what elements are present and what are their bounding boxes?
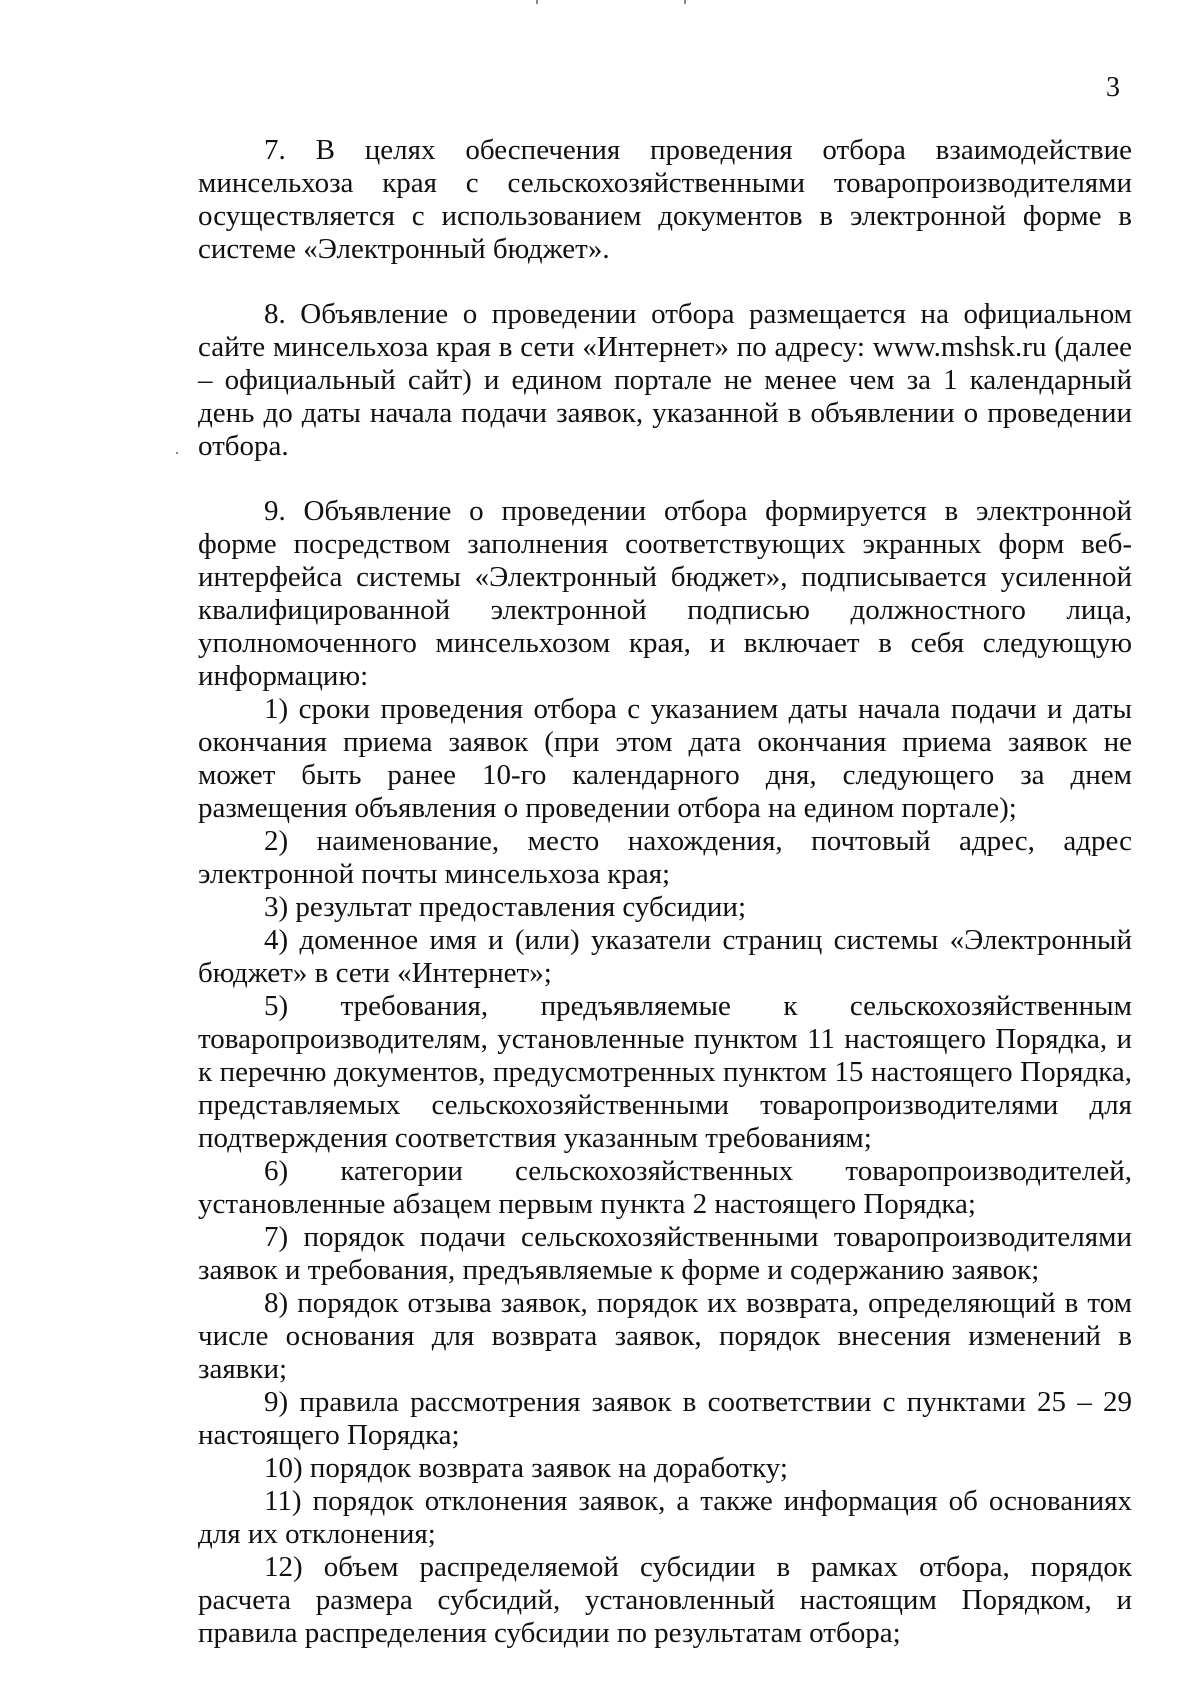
list-item: 6) категории сельскохозяйственных товаропроизводителей, установленные абзацем первым пункта 2 настоящего Порядка;	[198, 1155, 1132, 1220]
paragraph-8: 8. Объявление о проведении отбора размещается на официальном сайте минсельхоза края в сети «Интернет» по адресу: www.mshsk.ru (далее – официальный сайт) и едином портале не менее чем за 1 календарный день до даты начала подачи заявок, указанной в объявлении о проведении отбора.	[198, 298, 1132, 462]
paragraph-9: 9. Объявление о проведении отбора формируется в электронной форме посредством заполнения соответствующих экранных форм веб-интерфейса системы «Электронный бюджет», подписывается усиленной квалифицированной электронной подписью должностного лица, уполномоченного минсельхозом края, и включает в себя следующую информацию:	[198, 495, 1132, 692]
list-item: 8) порядок отзыва заявок, порядок их возврата, определяющий в том числе основания для возврата заявок, порядок внесения изменений в заявки;	[198, 1287, 1132, 1385]
list-item: 11) порядок отклонения заявок, а также информация об основаниях для их отклонения;	[198, 1485, 1132, 1550]
requirements-list	[198, 693, 1132, 1650]
scan-mark	[176, 452, 178, 454]
list-item: 7) порядок подачи сельскохозяйственными товаропроизводителями заявок и требования, предъявляемые к форме и содержанию заявок;	[198, 1221, 1132, 1286]
list-item: 10) порядок возврата заявок на доработку;	[264, 1452, 788, 1484]
list-item: 3) результат предоставления субсидии;	[264, 891, 747, 923]
scan-mark	[684, 0, 686, 4]
list-item: 12) объем распределяемой субсидии в рамках отбора, порядок расчета размера субсидий, установленный настоящим Порядком, и правила распределения субсидии по результатам отбора;	[198, 1551, 1132, 1649]
document-body	[198, 134, 1132, 1650]
list-item: 5) требования, предъявляемые к сельскохозяйственным товаропроизводителям, установленные пунктом 11 настоящего Порядка, и к перечню документов, предусмотренных пунктом 15 настоящего Порядка, представляемых сельскохозяйственными товаропроизводителями для подтверждения соответствия указанным требованиям;	[198, 990, 1132, 1154]
list-item: 1) сроки проведения отбора с указанием даты начала подачи и даты окончания приема заявок (при этом дата окончания приема заявок не может быть ранее 10-го календарного дня, следующего за днем размещения объявления о проведении отбора на едином портале);	[198, 693, 1132, 824]
scan-mark	[536, 0, 538, 4]
paragraph-7: 7. В целях обеспечения проведения отбора взаимодействие минсельхоза края с сельскохозяйственными товаропроизводителями осуществляется с использованием документов в электронной форме в системе «Электронный бюджет».	[198, 134, 1132, 265]
list-item: 2) наименование, место нахождения, почтовый адрес, адрес электронной почты минсельхоза края;	[198, 825, 1132, 890]
page-number: 3	[1106, 72, 1120, 103]
list-item: 4) доменное имя и (или) указатели страниц системы «Электронный бюджет» в сети «Интернет»;	[198, 924, 1132, 989]
list-item: 9) правила рассмотрения заявок в соответствии с пунктами 25 – 29 настоящего Порядка;	[198, 1386, 1132, 1451]
